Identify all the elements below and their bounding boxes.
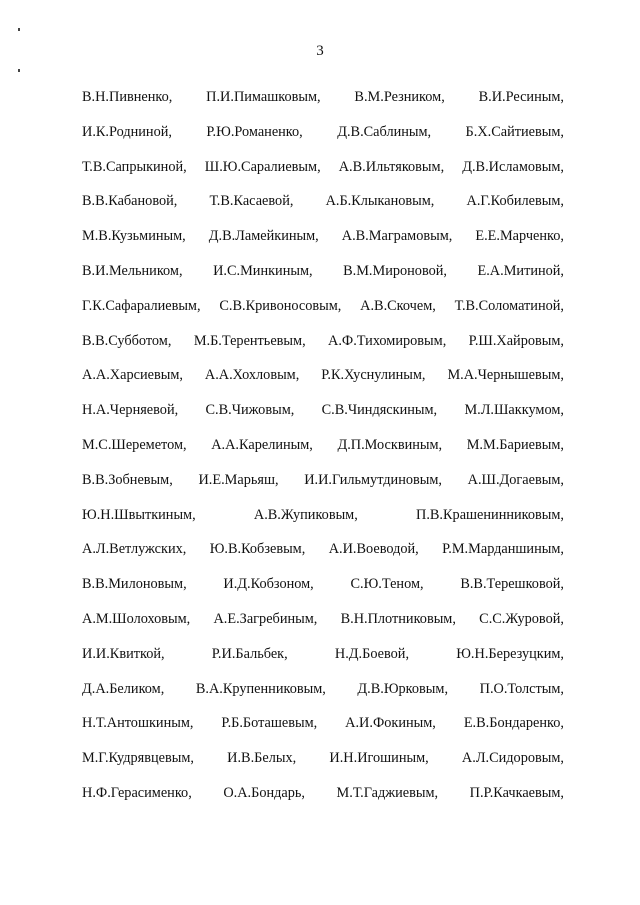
person-name: Д.П.Москвиным, [337, 436, 443, 453]
person-name: Е.В.Бондаренко, [463, 715, 564, 732]
person-name: А.И.Фокиным, [345, 715, 436, 732]
person-name: М.Б.Терентьевым, [193, 332, 306, 349]
name-row [82, 637, 564, 672]
person-name: Ю.Н.Березуцким, [456, 645, 564, 662]
person-name: А.И.Воеводой, [328, 541, 419, 558]
person-name: И.И.Гильмутдиновым, [304, 471, 442, 488]
person-name: И.Н.Игошиным, [329, 750, 429, 767]
person-name: Н.А.Черняевой, [82, 402, 179, 419]
person-name: Р.М.Марданшиным, [442, 541, 564, 558]
name-row [82, 289, 564, 324]
name-row [82, 358, 564, 393]
person-name: П.В.Крашенинниковым, [416, 506, 564, 523]
name-row [82, 115, 564, 150]
person-name: А.В.Жупиковым, [253, 506, 358, 523]
margin-mark [18, 28, 20, 31]
person-name: М.М.Бариевым, [466, 436, 564, 453]
name-row [82, 498, 564, 533]
person-name: Ю.В.Кобзевым, [209, 541, 306, 558]
person-name: А.Ф.Тихомировым, [328, 332, 447, 349]
person-name: А.В.Скочем, [360, 297, 436, 314]
margin-mark [18, 69, 20, 72]
person-name: Н.Т.Антошкиным, [82, 715, 194, 732]
person-name: Р.Ю.Романенко, [206, 123, 303, 140]
person-name: И.С.Минкиным, [213, 262, 313, 279]
person-name: В.В.Терешковой, [460, 576, 564, 593]
person-name: С.В.Чижовым, [205, 402, 295, 419]
person-name: А.Л.Ветлужских, [82, 541, 187, 558]
person-name: Р.И.Бальбек, [211, 645, 288, 662]
person-name: Р.К.Хуснулиным, [321, 367, 426, 384]
name-row [82, 80, 564, 115]
person-name: Н.Ф.Герасименко, [82, 784, 192, 801]
person-name: А.Г.Кобилевым, [466, 193, 564, 210]
name-row [82, 602, 564, 637]
name-row [82, 254, 564, 289]
person-name: А.Е.Загребиным, [213, 610, 318, 627]
name-row [82, 219, 564, 254]
person-name: В.Н.Пивненко, [82, 89, 173, 105]
name-row [82, 184, 564, 219]
person-name: А.Б.Клыкановым, [325, 193, 435, 210]
person-name: Г.К.Сафаралиевым, [82, 297, 201, 314]
person-name: В.Н.Плотниковым, [340, 610, 456, 627]
person-name: Ю.Н.Швыткиным, [82, 506, 196, 523]
person-name: М.Л.Шаккумом, [464, 402, 564, 419]
person-name: С.Ю.Теном, [350, 576, 424, 593]
person-name: С.С.Журовой, [479, 610, 564, 627]
person-name: И.И.Квиткой, [82, 645, 165, 662]
person-name: О.А.Бондарь, [223, 784, 305, 801]
person-name: В.И.Мельником, [82, 262, 183, 279]
person-name: А.Ш.Догаевым, [467, 471, 564, 488]
person-name: И.Е.Марьяш, [198, 471, 279, 488]
person-name: П.И.Пимашковым, [206, 89, 321, 105]
person-name: М.С.Шереметом, [82, 436, 187, 453]
person-name: П.О.Толстым, [479, 680, 564, 697]
person-name: В.В.Зобневым, [82, 471, 173, 488]
person-name: А.В.Маграмовым, [341, 228, 453, 245]
person-name: Р.Ш.Хайровым, [468, 332, 564, 349]
person-name: М.Г.Кудрявцевым, [82, 750, 194, 767]
person-name: И.К.Родниной, [82, 123, 172, 140]
name-row [82, 741, 564, 776]
name-row [82, 393, 564, 428]
person-name: А.М.Шолоховым, [82, 610, 191, 627]
person-name: В.В.Милоновым, [82, 576, 187, 593]
person-name: Д.В.Юрковым, [357, 680, 449, 697]
page-number: 3 [316, 43, 324, 59]
person-name: Н.Д.Боевой, [334, 645, 410, 662]
person-name: Д.В.Исламовым, [462, 158, 564, 175]
person-name: А.А.Хохловым, [204, 367, 300, 384]
person-name: В.А.Крупенниковым, [195, 680, 326, 697]
person-name: Д.В.Ламейкиным, [208, 228, 319, 245]
name-row [82, 706, 564, 741]
name-row [82, 324, 564, 359]
person-name: Е.Е.Марченко, [475, 228, 564, 245]
person-name: И.Д.Кобзоном, [223, 576, 314, 593]
person-name: А.Л.Сидоровым, [461, 750, 564, 767]
person-name: Д.В.Саблиным, [337, 123, 432, 140]
name-row [82, 150, 564, 185]
person-name: В.М.Мироновой, [343, 262, 447, 279]
person-name: Е.А.Митиной, [477, 262, 564, 279]
person-name: Д.А.Беликом, [82, 680, 165, 697]
person-name: М.Т.Гаджиевым, [336, 784, 439, 801]
name-row [82, 532, 564, 567]
name-row [82, 776, 564, 811]
person-name: Б.Х.Сайтиевым, [465, 123, 564, 140]
name-row [82, 567, 564, 602]
person-name: А.А.Харсиевым, [82, 367, 183, 384]
person-name: И.В.Белых, [227, 750, 297, 767]
person-name: В.В.Кабановой, [82, 193, 178, 210]
person-name: Т.В.Сапрыкиной, [82, 158, 187, 175]
person-name: М.А.Чернышевым, [447, 367, 564, 384]
name-row [82, 463, 564, 498]
person-name: М.В.Кузьминым, [82, 228, 186, 245]
name-row [82, 672, 564, 707]
person-name: А.А.Карелиным, [211, 436, 313, 453]
person-name: С.В.Чиндяскиным, [321, 402, 438, 419]
person-name: С.В.Кривоносовым, [219, 297, 342, 314]
person-name: П.Р.Качкаевым, [469, 784, 564, 801]
person-name: В.И.Ресиным, [478, 89, 564, 105]
person-name: Т.В.Соломатиной, [454, 297, 564, 314]
name-row [82, 428, 564, 463]
person-name: В.В.Субботом, [82, 332, 172, 349]
person-name: Ш.Ю.Саралиевым, [204, 158, 321, 175]
names-list [82, 80, 564, 811]
person-name: В.М.Резником, [354, 89, 445, 105]
person-name: Т.В.Касаевой, [209, 193, 294, 210]
person-name: Р.Б.Боташевым, [221, 715, 318, 732]
person-name: А.В.Ильтяковым, [338, 158, 445, 175]
